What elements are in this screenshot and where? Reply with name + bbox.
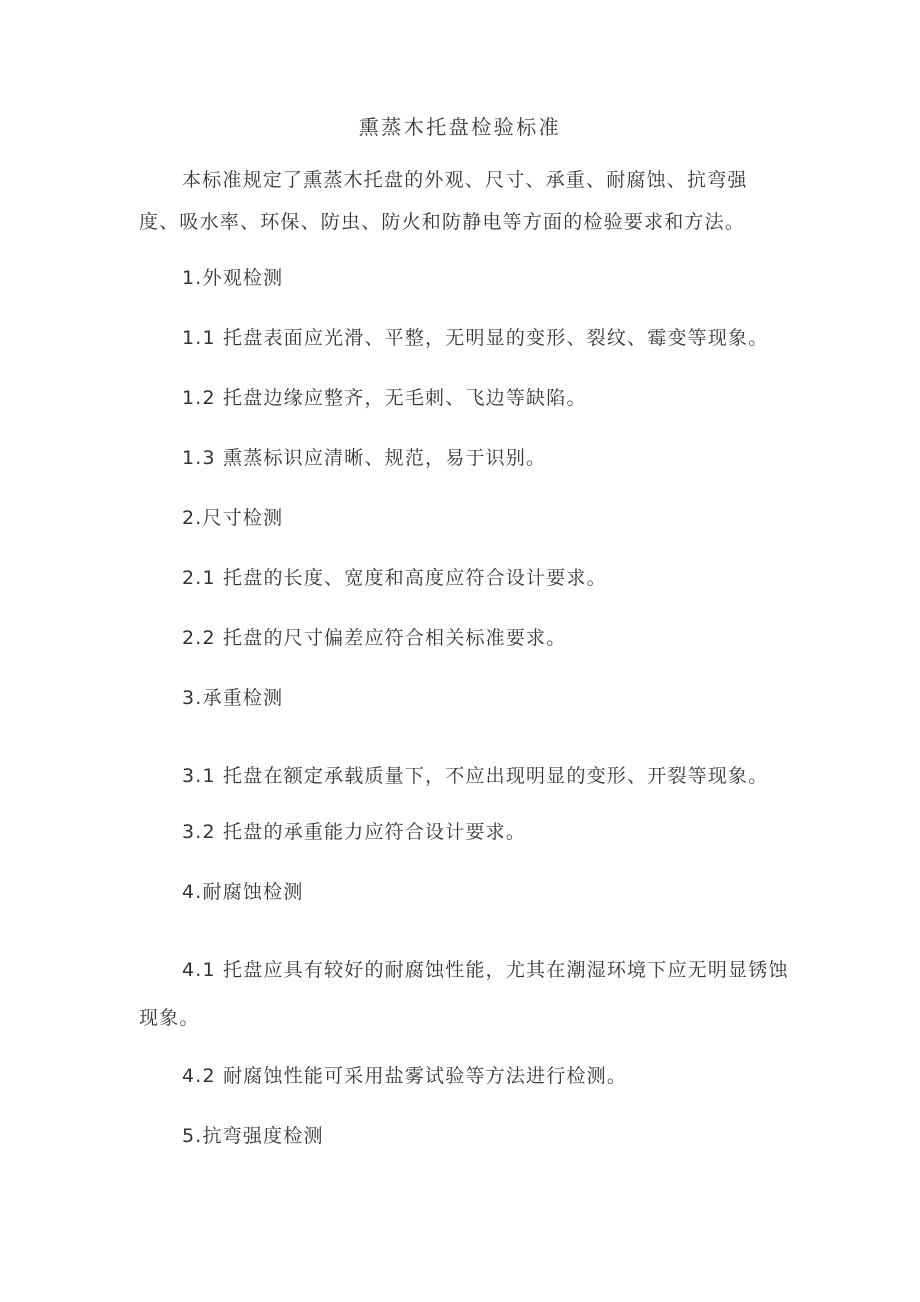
section-item-4-1: 4.1 托盘应具有较好的耐腐蚀性能，尤其在潮湿环境下应无明显锈蚀 (182, 959, 789, 981)
section-heading-2: 2.尺寸检测 (182, 507, 284, 529)
section-item-2-1: 2.1 托盘的长度、宽度和高度应符合设计要求。 (182, 567, 607, 589)
section-item-4-1-cont: 现象。 (139, 1007, 200, 1029)
section-item-4-2: 4.2 耐腐蚀性能可采用盐雾试验等方法进行检测。 (182, 1065, 628, 1087)
intro-line-2: 度、吸水率、环保、防虫、防火和防静电等方面的检验要求和方法。 (139, 211, 746, 233)
section-item-1-3: 1.3 熏蒸标识应清晰、规范，易于识别。 (182, 447, 547, 469)
section-item-1-1: 1.1 托盘表面应光滑、平整，无明显的变形、裂纹、霉变等现象。 (182, 327, 769, 349)
document-title: 熏蒸木托盘检验标准 (358, 115, 562, 139)
section-heading-3: 3.承重检测 (182, 687, 284, 709)
section-item-2-2: 2.2 托盘的尺寸偏差应符合相关标准要求。 (182, 627, 567, 649)
section-item-1-2: 1.2 托盘边缘应整齐，无毛刺、飞边等缺陷。 (182, 387, 587, 409)
section-item-3-1: 3.1 托盘在额定承载质量下，不应出现明显的变形、开裂等现象。 (182, 765, 769, 787)
section-heading-1: 1.外观检测 (182, 267, 284, 289)
intro-line-1: 本标准规定了熏蒸木托盘的外观、尺寸、承重、耐腐蚀、抗弯强 (182, 169, 748, 191)
section-heading-5: 5.抗弯强度检测 (182, 1125, 324, 1147)
section-heading-4: 4.耐腐蚀检测 (182, 881, 304, 903)
section-item-3-2: 3.2 托盘的承重能力应符合设计要求。 (182, 821, 527, 843)
